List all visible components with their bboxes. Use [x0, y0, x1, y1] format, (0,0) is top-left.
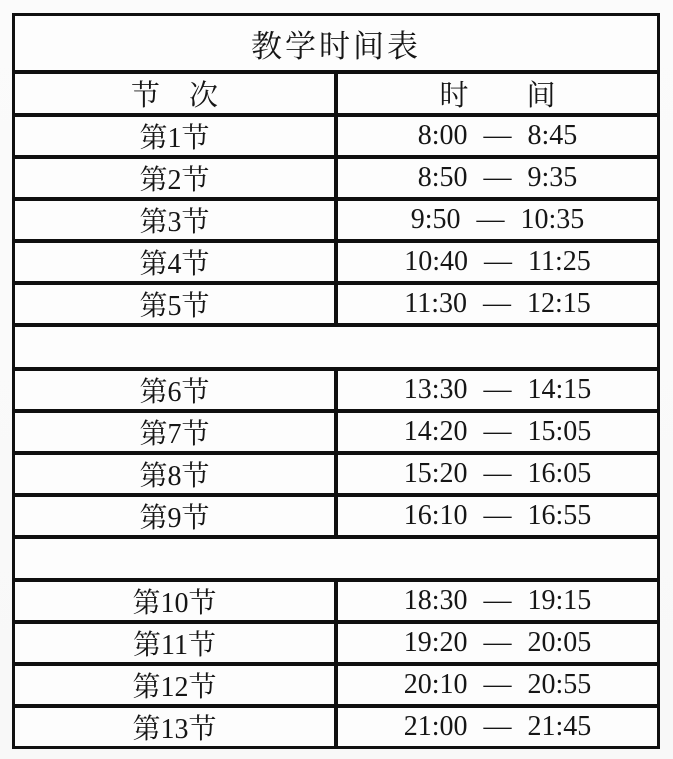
- time-value: 13:30 — 14:15: [403, 374, 592, 405]
- time-value: 18:30 — 19:15: [403, 585, 592, 616]
- title-row: [15, 16, 657, 70]
- time-value: 9:50 — 10:35: [410, 204, 585, 235]
- table-row-period-9: [15, 493, 657, 535]
- table-row-period-5: [15, 281, 657, 323]
- time-value: 21:00 — 21:45: [403, 711, 592, 742]
- time-cell: [338, 243, 657, 281]
- period-cell: [15, 371, 338, 409]
- period-cell: [15, 243, 338, 281]
- table-row-period-4: [15, 239, 657, 281]
- period-label: 第9节: [139, 503, 210, 534]
- period-label: 第11节: [133, 630, 216, 661]
- time-cell: [338, 708, 657, 746]
- time-cell: [338, 497, 657, 535]
- table-row-period-1: [15, 113, 657, 155]
- period-cell: [15, 666, 338, 704]
- time-cell: [338, 582, 657, 620]
- table-row-period-2: [15, 155, 657, 197]
- period-label: 第4节: [139, 249, 210, 280]
- table-row-period-3: [15, 197, 657, 239]
- table-row-period-11: [15, 620, 657, 662]
- period-header-label: 节 次: [130, 80, 218, 112]
- noon-break-spacer-row: [15, 323, 657, 367]
- time-cell: [338, 413, 657, 451]
- table-row-period-6: [15, 367, 657, 409]
- time-value: 20:10 — 20:55: [403, 669, 592, 700]
- period-label: 第5节: [139, 291, 210, 322]
- period-cell: [15, 285, 338, 323]
- time-value: 11:30 — 12:15: [404, 288, 591, 319]
- time-cell: [338, 666, 657, 704]
- time-cell: [338, 117, 657, 155]
- table-row-period-7: [15, 409, 657, 451]
- period-label: 第1节: [139, 123, 210, 154]
- time-value: 15:20 — 16:05: [403, 458, 592, 489]
- period-label: 第3节: [139, 207, 210, 238]
- time-cell: [338, 201, 657, 239]
- period-header-cell: [15, 74, 338, 113]
- table-row-period-13: [15, 704, 657, 746]
- period-cell: [15, 582, 338, 620]
- time-value: 8:00 — 8:45: [417, 120, 578, 151]
- table-row-period-8: [15, 451, 657, 493]
- period-label: 第7节: [139, 419, 210, 450]
- time-cell: [338, 624, 657, 662]
- time-header-label: 时 间: [439, 80, 556, 112]
- time-value: 19:20 — 20:05: [403, 627, 592, 658]
- period-label: 第10节: [132, 588, 217, 619]
- time-cell: [338, 159, 657, 197]
- time-value: 10:40 — 11:25: [404, 246, 591, 277]
- teaching-timetable-table: [12, 13, 660, 749]
- evening-break-spacer-row: [15, 535, 657, 578]
- period-label: 第6节: [139, 377, 210, 408]
- time-value: 16:10 — 16:55: [403, 500, 592, 531]
- time-value: 8:50 — 9:35: [417, 162, 578, 193]
- time-cell: [338, 371, 657, 409]
- period-cell: [15, 624, 338, 662]
- period-cell: [15, 413, 338, 451]
- time-header-cell: [338, 74, 657, 113]
- period-cell: [15, 708, 338, 746]
- period-label: 第8节: [139, 461, 210, 492]
- period-cell: [15, 201, 338, 239]
- period-label: 第12节: [132, 672, 217, 703]
- table-title: 教学时间表: [251, 28, 421, 64]
- period-cell: [15, 117, 338, 155]
- time-cell: [338, 455, 657, 493]
- time-cell: [338, 285, 657, 323]
- time-value: 14:20 — 15:05: [403, 416, 592, 447]
- period-label: 第2节: [139, 165, 210, 196]
- header-row: [15, 70, 657, 113]
- period-cell: [15, 159, 338, 197]
- table-row-period-10: [15, 578, 657, 620]
- period-cell: [15, 455, 338, 493]
- period-cell: [15, 497, 338, 535]
- table-row-period-12: [15, 662, 657, 704]
- period-label: 第13节: [132, 714, 217, 745]
